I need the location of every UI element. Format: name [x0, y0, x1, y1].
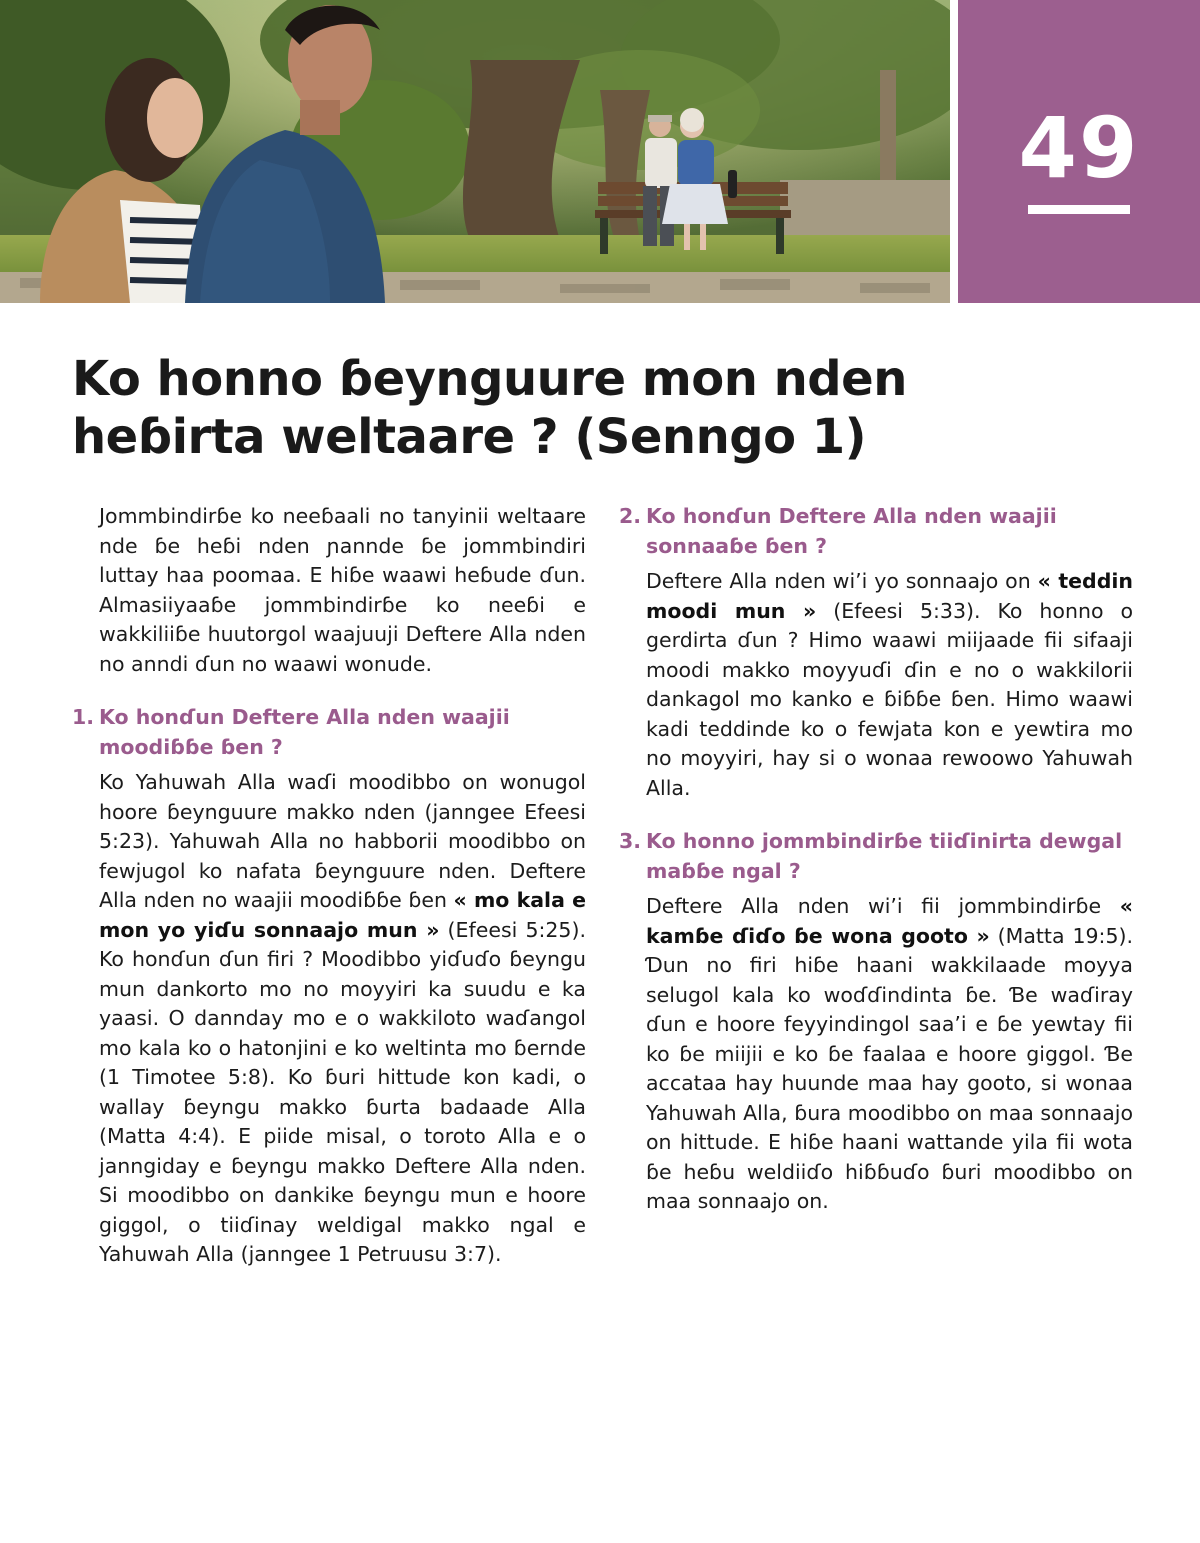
section-3-heading	[619, 827, 1133, 886]
section-1-heading-text: Ko honɗun Deftere Alla nden waajii moodiɓɓe ɓen ?	[99, 705, 510, 759]
stone-wall	[780, 180, 950, 240]
section-1-paragraph	[99, 768, 586, 1270]
section-1-quote: « mo kala e mon yo yiɗu sonnaajo mun »	[99, 888, 586, 942]
section-3-paragraph	[646, 892, 1133, 1217]
right-column	[619, 502, 1133, 1217]
section-3-quote: « kamɓe ɗiɗo ɓe wona gooto »	[646, 894, 1133, 948]
lesson-number: 49	[1018, 99, 1140, 197]
section-2-number: 2.	[619, 504, 642, 528]
left-column	[72, 502, 586, 1270]
section-2-paragraph	[646, 567, 1133, 803]
section-2-heading	[619, 502, 1133, 561]
section-3-text-a: Deftere Alla nden wi’i fii jommbindirɓe	[646, 894, 1120, 918]
section-1-text-b: (Efeesi 5:25). Ko honɗun ɗun firi ? Moodibbo yiɗuɗo ɓeyngu mun dankorto mo no moyyiri ka suudu e ka yaasi. O dannday mo e o wakkiloto waɗangol mo kala ko o hatonjini e ko weltinta mo ɓernde (1 Timotee 5:8). Ko ɓuri hittude kon kadi, o wallay ɓeyngu makko ɓurta badaade Alla (Matta 4:4). E piide misal, o toroto Alla e o janngiday e ɓeyngu makko Deftere Alla nden. Si moodibbo on dankike ɓeyngu mun e hoore giggol, o tiiɗinay weldigal makko ngal e Yahuwah Alla (janngee 1 Petruusu 3:7).	[99, 917, 586, 1266]
photo-couple-in-park-icon	[0, 0, 950, 303]
lesson-number-box	[958, 0, 1200, 303]
page-title-line2: heɓirta weltaare ? (Senngo 1)	[72, 409, 867, 465]
section-1-heading	[72, 703, 586, 762]
section-2-heading-text: Ko honɗun Deftere Alla nden waajii sonnaaɓe ɓen ?	[646, 504, 1057, 558]
section-1-number: 1.	[72, 705, 95, 729]
section-1-text-a: Ko Yahuwah Alla waɗi moodibbo on wonugol hoore ɓeynguure makko nden (janngee Efeesi 5:23). Yahuwah Alla no habborii moodibbo on fewjugol ko nafata ɓeynguure nden. Deftere Alla nden no waajii moodiɓɓe ɓen	[99, 770, 586, 912]
section-2-text-a: Deftere Alla nden wi’i yo sonnaajo on	[646, 569, 1038, 593]
section-3-number: 3.	[619, 829, 642, 853]
intro-paragraph: Jommbindirɓe ko neeɓaali no tanyinii weltaare nde ɓe heɓi nden ɲannde ɓe jommbindiri luttay haa poomaa. E hiɓe waawi heɓude ɗun. Almasiiyaaɓe jommbindirɓe ko neeɓi e wakkiliiɓe huutorgol waajuuji Deftere Alla nden no anndi ɗun no waawi wonude.	[99, 504, 586, 676]
hero-photo	[0, 0, 950, 303]
section-3-heading-text: Ko honno jommbindirɓe tiiɗinirta dewgal maɓɓe ngal ?	[646, 829, 1123, 883]
page-title-line1: Ko honno ɓeynguure mon nden	[72, 351, 907, 407]
section-3-text-b: (Matta 19:5). Ɗun no firi hiɓe haani wakkilaade moyya selugol kala ko woɗɗindinta ɓe. Ɓe waɗiray ɗun e hoore feyyindingol saa’i e ɓe yewtay fii ko ɓe miijii e ko ɓe faalaa e hoore giggol. Ɓe accataa hay huunde maa hay gooto, si wonaa Yahuwah Alla, ɓura moodibbo on maa sonnaajo on hittude. E hiɓe haani wattande yila fii wota ɓe heɓu weldiiɗo hiɓɓuɗo ɓuri moodibbo on maa sonnaajo on.	[646, 923, 1134, 1213]
lesson-number-underline	[1028, 205, 1130, 214]
page-title	[72, 350, 1072, 466]
section-2-quote: « teddin moodi mun »	[646, 569, 1133, 623]
section-2-text-b: (Efeesi 5:33). Ko honno o gerdirta ɗun ? Himo waawi miijaade fii sifaaji moodi makko moyyuɗi ɗin e no o wakkilorii dankagol mo kanko e ɓiɓɓe ɓen. Himo waawi kadi teddinde ko o fewjata kon e yewtira mo no moyyiri, hay si o wonaa rewoowo Yahuwah Alla.	[646, 598, 1134, 800]
